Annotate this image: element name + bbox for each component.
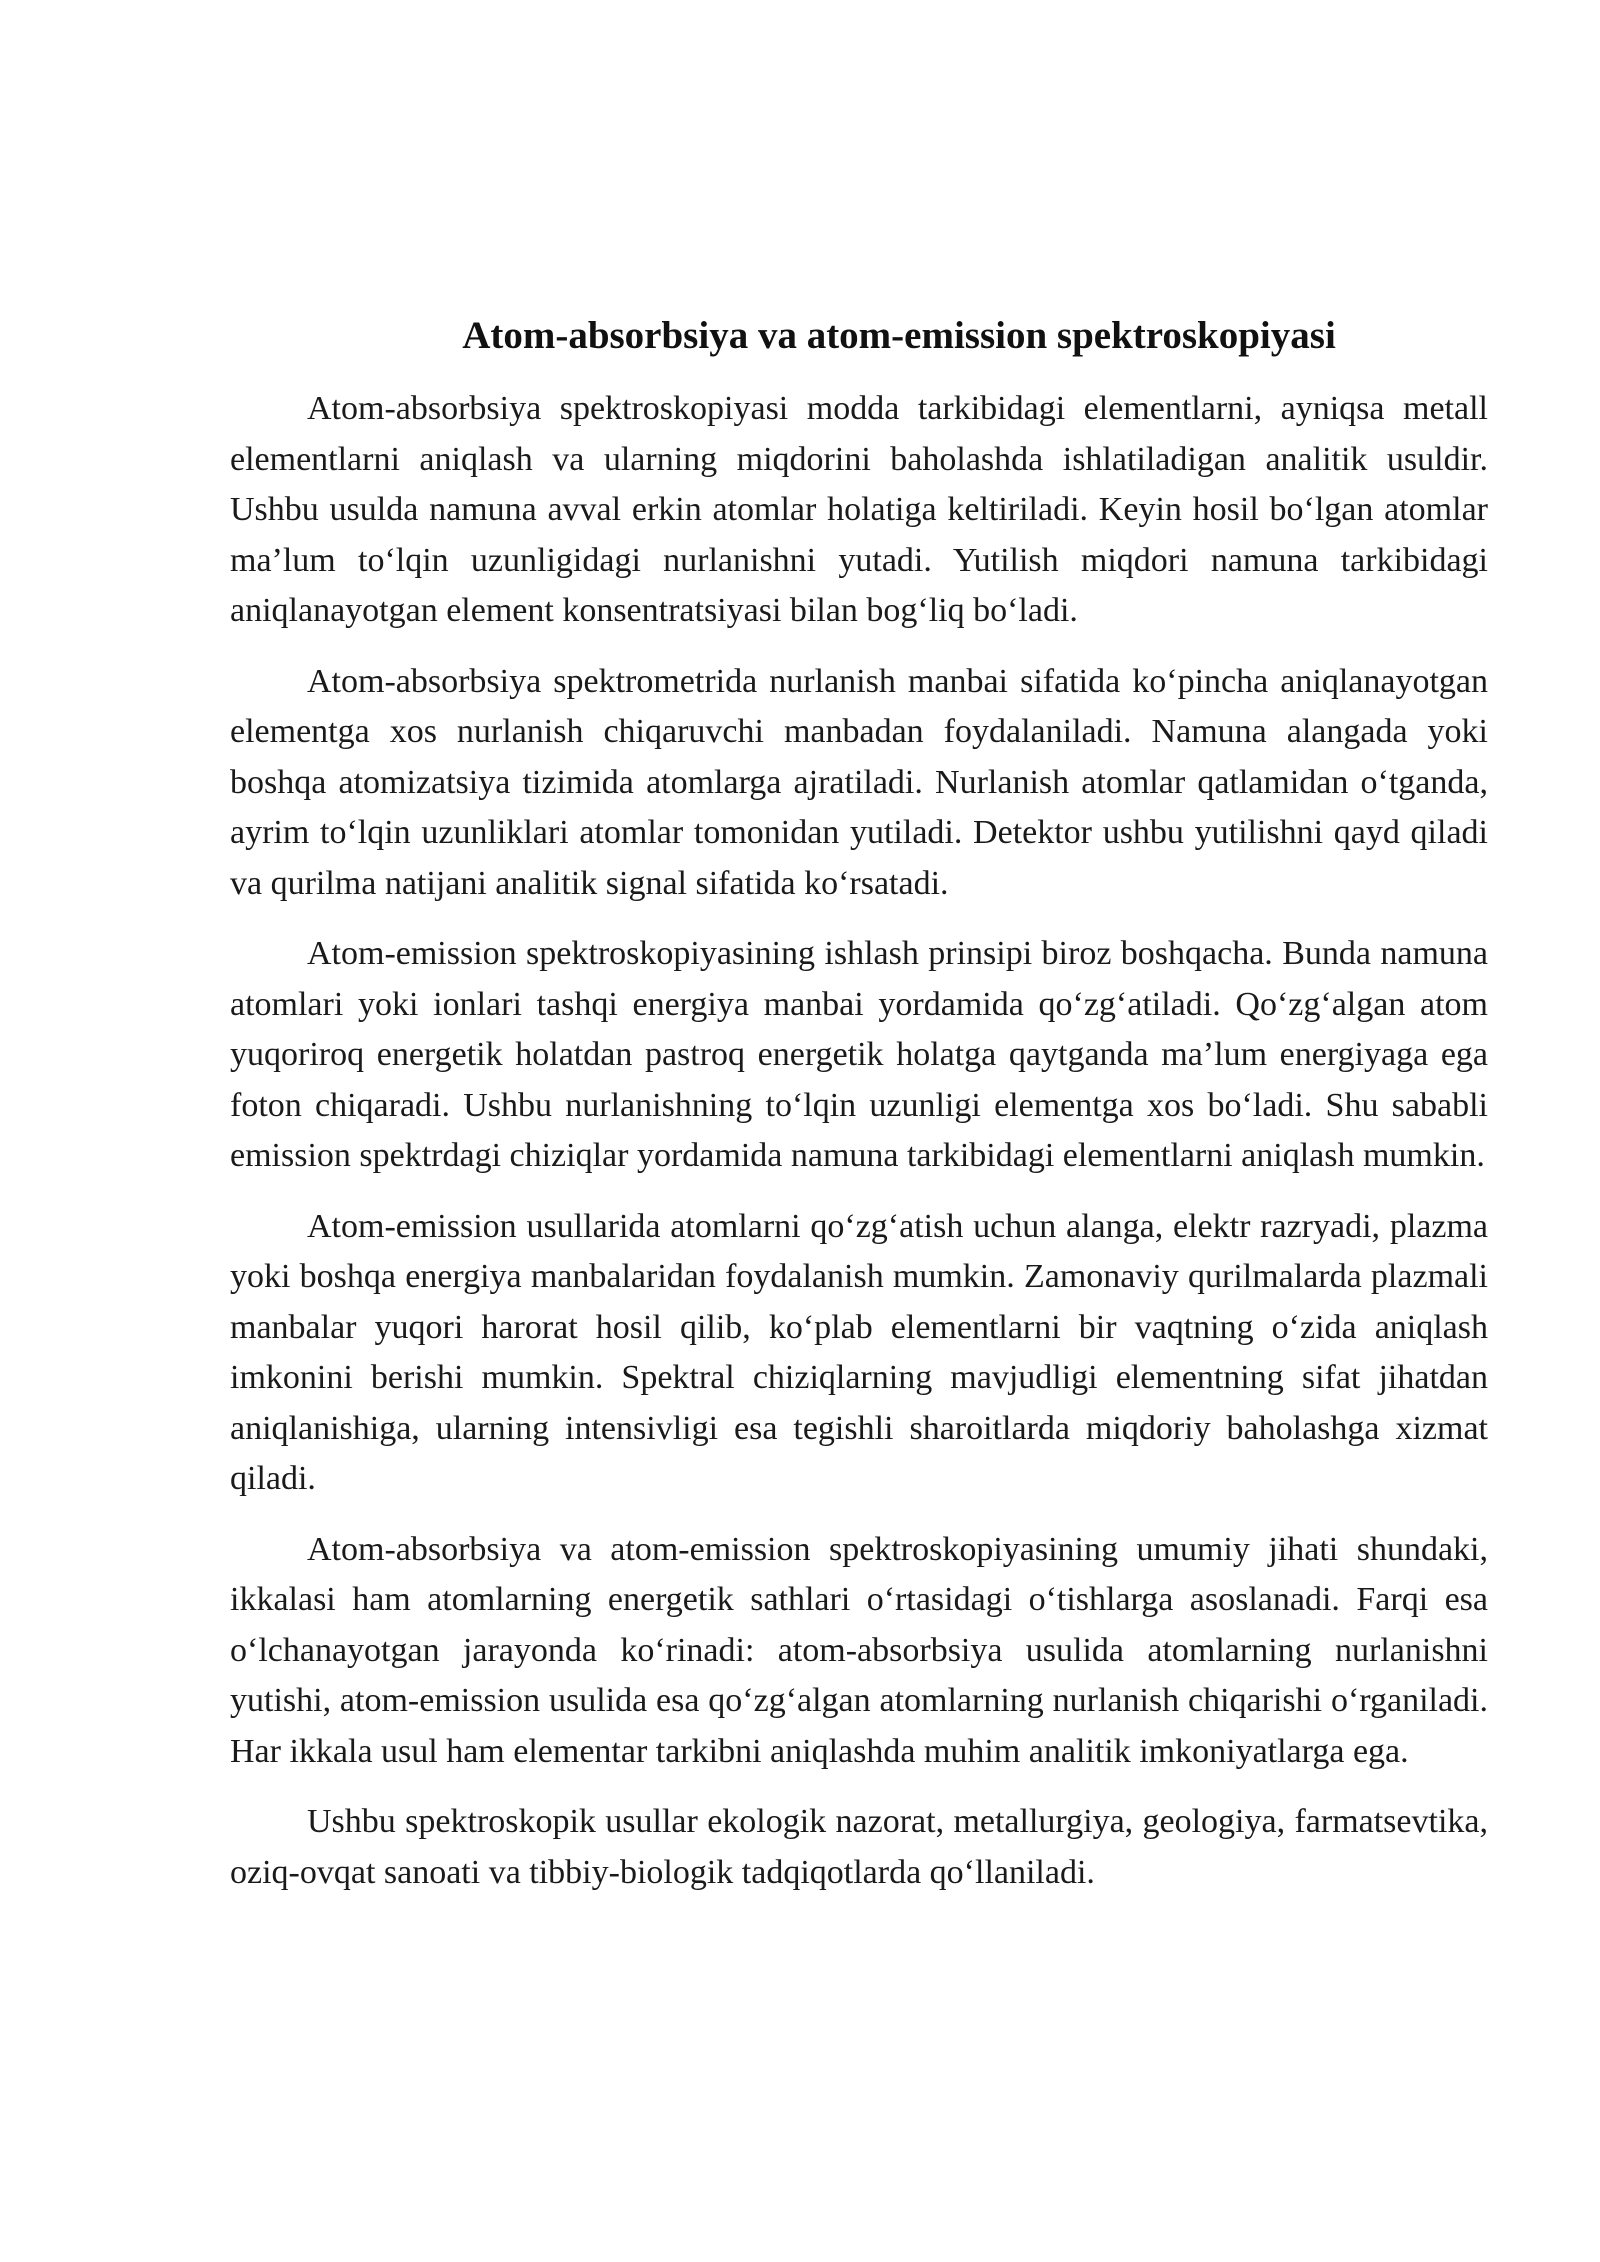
- paragraph-2: Atom-absorbsiya spektrometrida nurlanish manbai sifatida ko‘pincha aniqlanayotgan elementga xos nurlanish chiqaruvchi manbadan foydalaniladi. Namuna alangada yoki boshqa atomizatsiya tizimida atomlarga ajratiladi. Nurlanish atomlar qatlamidan o‘tganda, ayrim to‘lqin uzunliklari atomlar tomonidan yutiladi. Detektor ushbu yutilishni qayd qiladi va qurilma natijani analitik signal sifatida ko‘rsatadi.: [230, 662, 1488, 902]
- paragraph-5: Atom-absorbsiya va atom-emission spektroskopiyasining umumiy jihati shundaki, ikkalasi ham atomlarning energetik sathlari o‘rtasidagi o‘tishlarga asoslanadi. Farqi esa o‘lchanayotgan jarayonda ko‘rinadi: atom-absorbsiya usulida atomlarning nurlanishni yutishi, atom-emission usulida esa qo‘zg‘algan atomlarning nurlanish chiqarishi o‘rganiladi. Har ikkala usul ham elementar tarkibni aniqlashda muhim analitik imkoniyatlarga ega.: [230, 1530, 1488, 1770]
- document-title: Atom-absorbsiya va atom-emission spektroskopiyasi: [462, 314, 1336, 357]
- paragraph-1: Atom-absorbsiya spektroskopiyasi modda tarkibidagi elementlarni, ayniqsa metall elementlarni aniqlash va ularning miqdorini baholashda ishlatiladigan analitik usuldir. Ushbu usulda namuna avval erkin atomlar holatiga keltiriladi. Keyin hosil bo‘lgan atomlar ma’lum to‘lqin uzunligidagi nurlanishni yutadi. Yutilish miqdori namuna tarkibidagi aniqlanayotgan element konsentratsiyasi bilan bog‘liq bo‘ladi.: [230, 390, 1488, 629]
- paragraph-4: Atom-emission usullarida atomlarni qo‘zg‘atish uchun alanga, elektr razryadi, plazma yoki boshqa energiya manbalaridan foydalanish mumkin. Zamonaviy qurilmalarda plazmali manbalar yuqori harorat hosil qilib, ko‘plab elementlarni bir vaqtning o‘zida aniqlash imkonini berishi mumkin. Spektral chiziqlarning mavjudligi elementning sifat jihatdan aniqlanishiga, ularning intensivligi esa tegishli sharoitlarda miqdoriy baholashga xizmat qiladi.: [230, 1207, 1488, 1497]
- paragraph-6: Ushbu spektroskopik usullar ekologik nazorat, metallurgiya, geologiya, farmatsevtika, oziq-ovqat sanoati va tibbiy-biologik tadqiqotlarda qo‘llaniladi.: [230, 1803, 1488, 1891]
- document-body: [230, 310, 1488, 1898]
- paragraph-3: Atom-emission spektroskopiyasining ishlash prinsipi biroz boshqacha. Bunda namuna atomlari yoki ionlari tashqi energiya manbai yordamida qo‘zg‘atiladi. Qo‘zg‘algan atom yuqoriroq energetik holatdan pastroq energetik holatga qaytganda ma’lum energiyaga ega foton chiqaradi. Ushbu nurlanishning to‘lqin uzunligi elementga xos bo‘ladi. Shu sababli emission spektrdagi chiziqlar yordamida namuna tarkibidagi elementlarni aniqlash mumkin.: [230, 935, 1488, 1174]
